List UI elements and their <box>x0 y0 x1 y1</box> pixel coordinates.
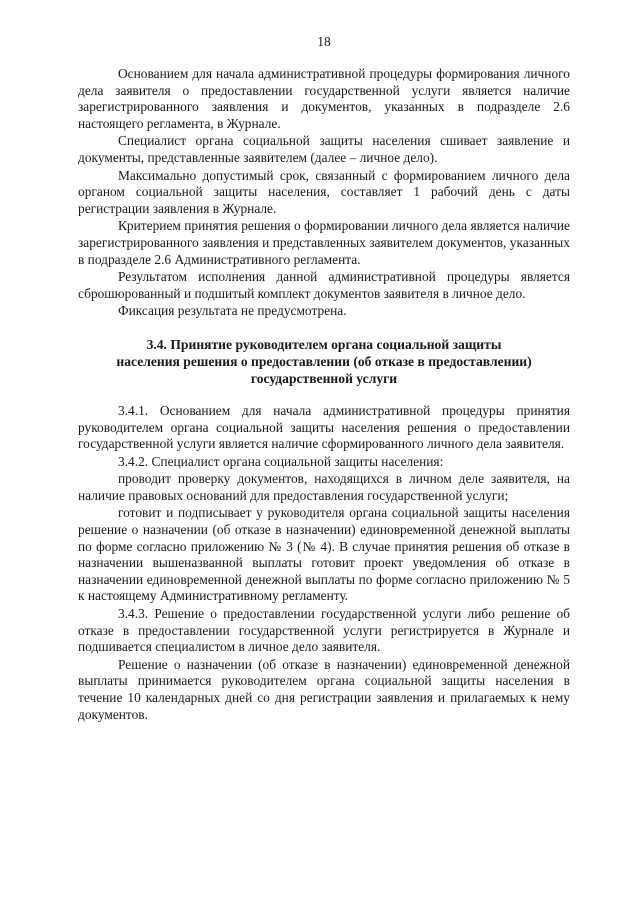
paragraph: 3.4.2. Специалист органа социальной защиты населения: <box>118 453 444 469</box>
section-heading-line: государственной услуги <box>250 370 398 386</box>
paragraph: Критерием принятия решения о формировании личного дела является наличие зарегистрированного заявления и представленных заявителем документов, указанных в подразделе 2.6 Административного регламента. <box>78 218 570 267</box>
page-number: 18 <box>317 34 331 49</box>
paragraph: 3.4.1. Основанием для начала административной процедуры принятия руководителем органа социальной защиты населения решения о предоставлении государственной услуги является наличие сформированного личного дела заявителя. <box>78 402 570 452</box>
paragraph: проводит проверку документов, находящихся в личном деле заявителя, на наличие правовых оснований для предоставления государственной услуги; <box>78 471 570 503</box>
section-heading-line: населения решения о предоставлении (об отказе в предоставлении) <box>116 353 532 369</box>
section-heading-line: 3.4. Принятие руководителем органа социальной защиты <box>146 336 502 352</box>
paragraph: Основанием для начала административной процедуры формирования личного дела заявителя о предоставлении государственной услуги является наличие зарегистрированного заявления и документов, указанных в подразделе 2.6 настоящего регламента, в Журнале. <box>78 66 570 131</box>
paragraph: Результатом исполнения данной административной процедуры является сброшюрованный и подшитый комплект документов заявителя в личное дело. <box>78 269 570 301</box>
section-heading <box>78 336 570 387</box>
paragraph: готовит и подписывает у руководителя органа социальной защиты населения решение о назначении (об отказе в назначении) единовременной денежной выплаты по форме согласно приложению № 3 (№ 4). В случае принятия решения об отказе в назначении вышеназванной выплаты готовит проект уведомления об отказе в назначении единовременной денежной выплаты по форме согласно приложению № 5 к настоящему Административному регламенту. <box>78 505 570 604</box>
paragraph: Фиксация результата не предусмотрена. <box>118 303 347 319</box>
paragraph: Решение о назначении (об отказе в назначении) единовременной денежной выплаты принимается руководителем органа социальной защиты населения в течение 10 календарных дней со дня регистрации заявления и прилагаемых к нему документов. <box>78 656 570 722</box>
paragraph: Специалист органа социальной защиты населения сшивает заявление и документы, представленные заявителем (далее – личное дело). <box>78 133 570 165</box>
paragraph: Максимально допустимый срок, связанный с формированием личного дела органом социальной защиты населения, составляет 1 рабочий день с даты регистрации заявления в Журнале. <box>78 167 570 216</box>
paragraph: 3.4.3. Решение о предоставлении государственной услуги либо решение об отказе в предоставлении государственной услуги регистрируется в Журнале и подшивается специалистом в личное дело заявителя. <box>78 606 570 655</box>
